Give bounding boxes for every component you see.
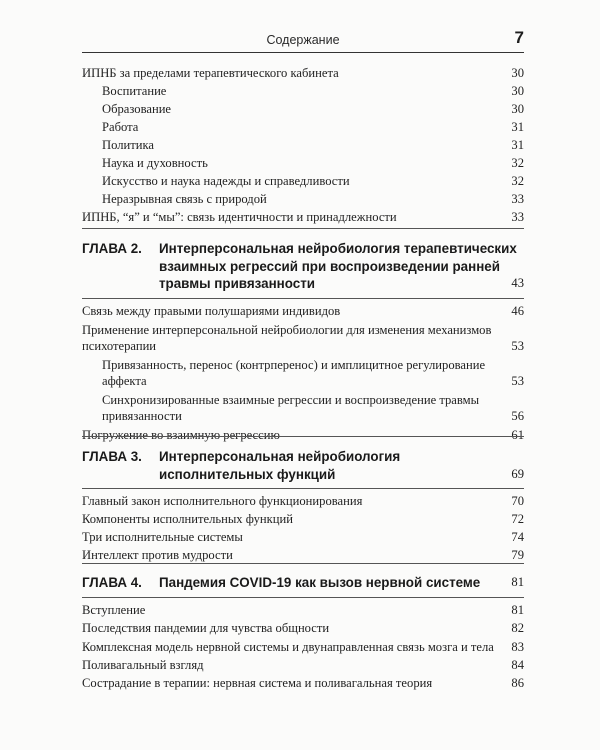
toc-entry[interactable]: Поливагальный взгляд 84 <box>82 657 524 672</box>
chapter-title-line: взаимных регрессий при воспроизведении ранней <box>159 258 500 274</box>
section-rule <box>82 436 524 437</box>
chapter-heading[interactable] <box>82 240 524 293</box>
chapter-title-line: Интерперсональная нейробиология <box>159 449 401 464</box>
running-head <box>82 28 524 50</box>
toc-entry[interactable]: Образование 30 <box>102 102 524 116</box>
toc-entry[interactable]: Погружение во взаимную регрессию 61 <box>82 427 524 442</box>
toc-entry[interactable]: Наука и духовность 32 <box>102 156 524 170</box>
section-rule <box>82 228 524 229</box>
chapter-heading[interactable] <box>82 574 524 592</box>
toc-entry[interactable]: Связь между правыми полушариями индивидов 46 <box>82 303 524 318</box>
chapter-label: ГЛАВА 4. <box>82 575 142 590</box>
toc-entry[interactable]: Компоненты исполнительных функций 72 <box>82 512 524 526</box>
toc-entry[interactable]: Последствия пандемии для чувства общности 82 <box>82 620 524 635</box>
toc-entry[interactable]: ИПНБ, “я” и “мы”: связь идентичности и принадлежности 33 <box>82 210 524 224</box>
chapter-3 <box>82 448 524 563</box>
toc-entry[interactable]: Синхронизированные взаимные регрессии и воспроизведение травмы привязанности 56 <box>102 392 524 423</box>
page-number: 7 <box>514 28 524 47</box>
toc-entry[interactable]: Работа 31 <box>102 120 524 134</box>
chapter-title-line: травмы привязанности <box>159 276 316 291</box>
chapter-rule <box>82 488 524 489</box>
toc-entry[interactable]: ИПНБ за пределами терапевтического кабинета 30 <box>82 66 524 80</box>
chapter-title-line: Пандемия COVID-19 как вызов нервной системе <box>159 575 481 590</box>
toc-entry[interactable]: Политика 31 <box>102 138 524 152</box>
toc-entry[interactable]: Искусство и наука надежды и справедливости 32 <box>102 174 524 188</box>
chapter-title-line: исполнительных функций <box>159 466 336 482</box>
toc-entry[interactable]: Применение интерперсональной нейробиологии для изменения механизмов психотерапии 53 <box>82 322 524 353</box>
toc-section-continued <box>82 65 524 225</box>
toc-entry[interactable]: Интеллект против мудрости 79 <box>82 548 524 562</box>
chapter-page: 43 <box>511 276 524 290</box>
toc-entry[interactable]: Комплексная модель нервной системы и двунаправленная связь мозга и тела 83 <box>82 639 524 654</box>
toc-entry[interactable]: Воспитание 30 <box>102 84 524 98</box>
header-rule <box>82 52 524 53</box>
chapter-label: ГЛАВА 3. <box>82 449 142 464</box>
chapter-label: ГЛАВА 2. <box>82 241 142 256</box>
chapter-2 <box>82 240 524 443</box>
chapter-title-line: Интерперсональная нейробиология терапевтических <box>159 241 517 256</box>
toc-entry[interactable]: Вступление 81 <box>82 602 524 617</box>
toc-entry[interactable]: Неразрывная связь с природой 33 <box>102 192 524 206</box>
chapter-page: 69 <box>511 466 524 481</box>
chapter-heading[interactable] <box>82 448 524 483</box>
chapter-rule <box>82 597 524 598</box>
toc-entry[interactable]: Три исполнительные системы 74 <box>82 530 524 544</box>
section-rule <box>82 563 524 564</box>
chapter-page: 81 <box>511 575 524 589</box>
chapter-4 <box>82 574 524 691</box>
toc-entry[interactable]: Привязанность, перенос (контрперенос) и имплицитное регулирование аффекта 53 <box>102 357 524 388</box>
chapter-rule <box>82 298 524 299</box>
running-head-title: Содержание <box>266 33 340 47</box>
toc-entry[interactable]: Главный закон исполнительного функционирования 70 <box>82 494 524 508</box>
toc-entry[interactable]: Сострадание в терапии: нервная система и поливагальная теория 86 <box>82 675 524 690</box>
